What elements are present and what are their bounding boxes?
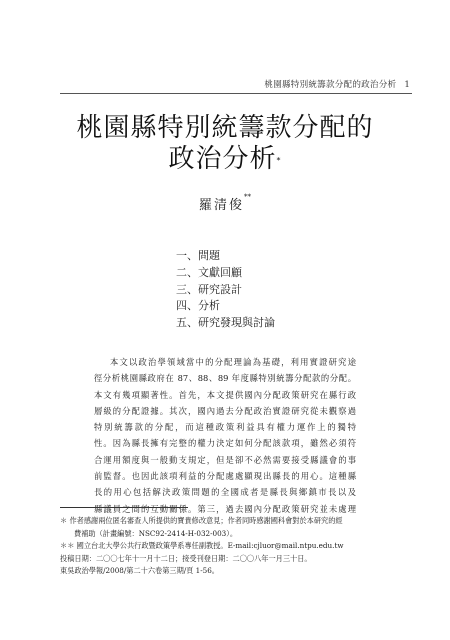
abstract-line: 徑分析桃園縣政府在 87、88、89 年度縣特別統籌分配款的分配。	[94, 373, 356, 384]
abstract-line: 前監督。也因此該項利益的分配處處顯現出縣長的用心。這種縣	[94, 471, 356, 482]
paper-title-line-2	[0, 142, 450, 176]
author-line	[0, 194, 450, 213]
header-rule	[60, 93, 412, 94]
paper-title-line-2-text: 政治分析	[168, 144, 277, 174]
abstract-line: 層級的分配證據。其次，國內過去分配政治實證研究從未觀察過	[94, 405, 356, 416]
abstract-line: 本文有幾項顯著性。首先，本文提供國內分配政策研究在縣行政	[94, 389, 356, 400]
abstract-line: 性。因為縣長擁有完整的權力決定如何分配該款項，雖然必須符	[94, 438, 356, 449]
running-header	[264, 78, 410, 90]
author-footnote-mark: **	[244, 193, 251, 201]
title-footnote-mark: *	[276, 156, 282, 165]
paper-title-line-1: 桃園縣特別統籌款分配的	[76, 113, 374, 143]
toc-item: 四、分析	[176, 299, 220, 313]
footnote-rule	[60, 507, 188, 508]
abstract-line: 合運用額度與一般動支規定，但是卻不必然需要接受縣議會的事	[94, 454, 356, 465]
footnote-line: 費補助（計畫編號：NSC92-2414-H-032-003）。	[74, 528, 238, 538]
running-title: 桃園縣特別統籌款分配的政治分析	[264, 80, 397, 90]
footnote-line: ＊＊ 國立台北大學公共行政暨政策學系專任副教授。E-mail:cjluor@mail.ntpu.edu.tw	[60, 541, 344, 551]
footnotes	[60, 515, 420, 578]
toc-item: 一、問題	[176, 249, 220, 262]
footnote-line: 東吳政治學報/2008/第二十六卷第三期/頁 1-56。	[60, 566, 219, 576]
abstract-line: 本文以政治學領域當中的分配理論為基礎，利用實證研究途	[110, 357, 356, 367]
footnote-line: ＊ 作者感謝兩位匿名審查人所提供的寶貴修改意見；作者同時感謝國科會對於本研究的經	[60, 516, 343, 525]
page-number: 1	[404, 80, 410, 90]
abstract-line: 長的用心包括解決政策問題的全國成者是縣長與鄉鎮市長以及	[94, 487, 356, 498]
table-of-contents	[176, 248, 275, 332]
toc-item: 二、文獻回顧	[176, 265, 242, 279]
author-name: 羅清俊	[198, 198, 244, 213]
footnote-line: 投稿日期：二〇〇七年十一月十二日；接受刊登日期：二〇〇八年一月三十日。	[60, 553, 312, 563]
abstract-line: 縣議員之間的互動關係。第三，過去國內分配政策研究並未處理	[94, 503, 356, 514]
abstract	[94, 354, 356, 517]
abstract-line: 特別統籌款的分配，而這種政策利益具有權力運作上的獨特	[94, 422, 356, 433]
toc-item: 三、研究設計	[176, 282, 242, 296]
toc-item: 五、研究發現與討論	[176, 316, 275, 330]
